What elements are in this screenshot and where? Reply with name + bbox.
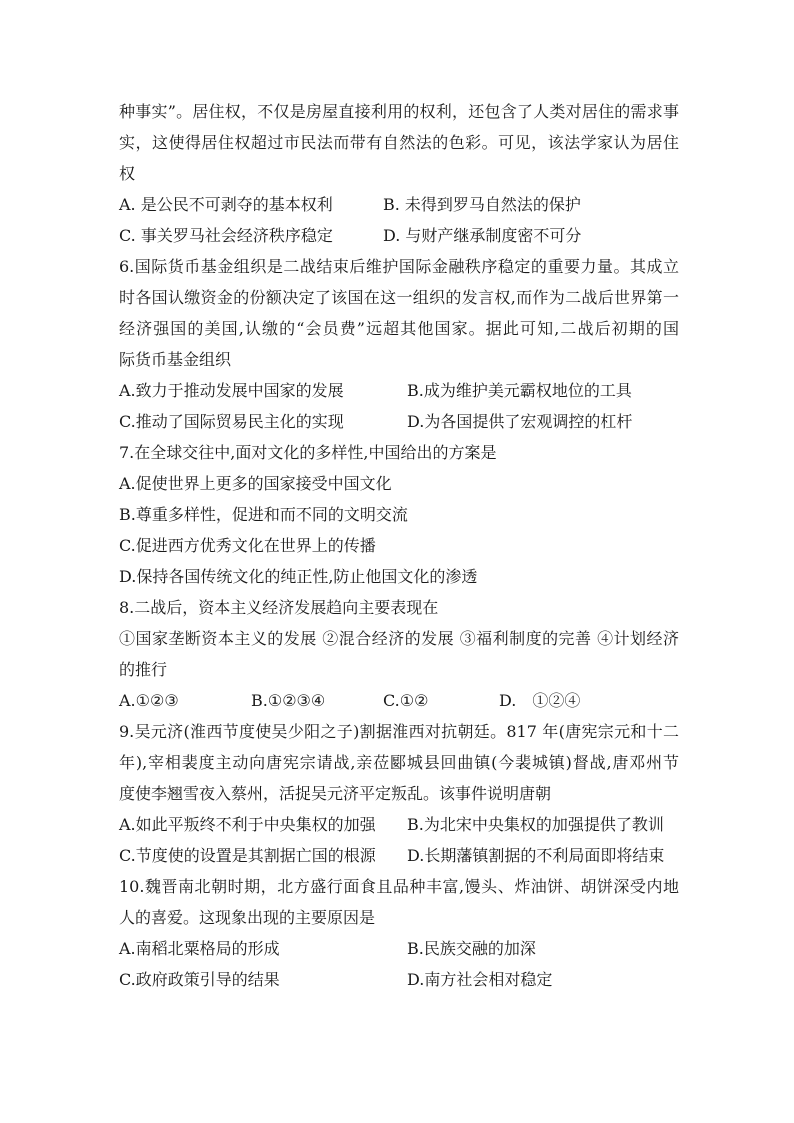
- options-row: [119, 840, 679, 871]
- question-8: [119, 592, 679, 716]
- options-row: [119, 406, 679, 437]
- options-row: [119, 933, 679, 964]
- option-c[interactable]: C.政府政策引导的结果: [119, 970, 280, 989]
- question-text-line: 10.魏晋南北朝时期，北方盛行面食且品种丰富,馒头、炸油饼、胡饼深受内地: [119, 877, 679, 896]
- option-b[interactable]: B.成为维护美元霸权地位的工具: [407, 381, 632, 400]
- question-text-line: 种事实”。居住权，不仅是房屋直接利用的权利，还包含了人类对居住的需求事: [119, 102, 679, 121]
- question-text-line: 际货币基金组织: [119, 350, 232, 369]
- question-items-line: 的推行: [119, 660, 168, 679]
- question-text-line: 实，这使得居住权超过市民法而带有自然法的色彩。可见，该法学家认为居住: [119, 133, 679, 152]
- question-items-line: ①国家垄断资本主义的发展 ②混合经济的发展 ③福利制度的完善 ④计划经济: [119, 629, 679, 648]
- options-row: [119, 964, 679, 995]
- question-10: [119, 871, 679, 995]
- option-b[interactable]: B.尊重多样性，促进和而不同的文明交流: [119, 505, 408, 524]
- option-a[interactable]: A.南稻北粟格局的形成: [119, 939, 280, 958]
- option-a[interactable]: A.促使世界上更多的国家接受中国文化: [119, 474, 392, 493]
- question-6: [119, 251, 679, 437]
- option-b[interactable]: B.①②③④: [251, 691, 326, 710]
- question-text-line: 6.国际货币基金组织是二战结束后维护国际金融秩序稳定的重要力量。其成立: [119, 257, 679, 276]
- option-b[interactable]: B. 未得到罗马自然法的保护: [383, 195, 581, 214]
- options-row: [119, 375, 679, 406]
- question-text-line: 9.吴元济(淮西节度使吴少阳之子)割据淮西对抗朝廷。817 年(唐宪宗元和十二: [119, 722, 679, 741]
- option-d[interactable]: D.长期藩镇割据的不利局面即将结束: [407, 846, 665, 865]
- question-7: [119, 437, 679, 592]
- option-d[interactable]: D.南方社会相对稳定: [407, 970, 553, 989]
- option-d[interactable]: D.保持各国传统文化的纯正性,防止他国文化的渗透: [119, 567, 478, 586]
- question-text-line: 年),宰相裴度主动向唐宪宗请战,亲莅郾城县回曲镇(今裴城镇)督战,唐邓州节: [119, 753, 679, 772]
- question-stem: 8.二战后，资本主义经济发展趋向主要表现在: [119, 598, 439, 617]
- exam-page: [119, 96, 679, 995]
- question-stem: 7.在全球交往中,面对文化的多样性,中国给出的方案是: [119, 443, 497, 462]
- question-text-line: 时各国认缴资金的份额决定了该国在这一组织的发言权,而作为二战后世界第一: [119, 288, 679, 307]
- question-5-continued: [119, 96, 679, 251]
- option-c[interactable]: C.推动了国际贸易民主化的实现: [119, 412, 344, 431]
- option-d[interactable]: D. ①②④: [499, 691, 581, 710]
- option-a[interactable]: A.如此平叛终不利于中央集权的加强: [119, 815, 376, 834]
- option-c[interactable]: C. 事关罗马社会经济秩序稳定: [119, 226, 333, 245]
- options-row: [119, 809, 679, 840]
- options-row: [119, 189, 679, 220]
- question-9: [119, 716, 679, 871]
- question-text-line: 人的喜爱。这现象出现的主要原因是: [119, 908, 376, 927]
- option-d[interactable]: D.为各国提供了宏观调控的杠杆: [407, 412, 633, 431]
- option-a[interactable]: A.致力于推动发展中国家的发展: [119, 381, 344, 400]
- option-c[interactable]: C.①②: [383, 691, 429, 710]
- option-c[interactable]: C.促进西方优秀文化在世界上的传播: [119, 536, 376, 555]
- question-text-line: 经济强国的美国,认缴的“会员费”远超其他国家。据此可知,二战后初期的国: [119, 319, 679, 338]
- option-b[interactable]: B.民族交融的加深: [407, 939, 536, 958]
- option-c[interactable]: C.节度使的设置是其割据亡国的根源: [119, 846, 376, 865]
- option-a[interactable]: A.①②③: [119, 691, 179, 710]
- option-a[interactable]: A. 是公民不可剥夺的基本权利: [119, 195, 333, 214]
- question-text-line: 权: [119, 164, 136, 183]
- option-d[interactable]: D. 与财产继承制度密不可分: [383, 226, 582, 245]
- question-text-line: 度使李翘雪夜入蔡州，活捉吴元济平定叛乱。该事件说明唐朝: [119, 784, 552, 803]
- options-row: [119, 220, 679, 251]
- options-row: [119, 685, 679, 716]
- option-b[interactable]: B.为北宋中央集权的加强提供了教训: [407, 815, 664, 834]
